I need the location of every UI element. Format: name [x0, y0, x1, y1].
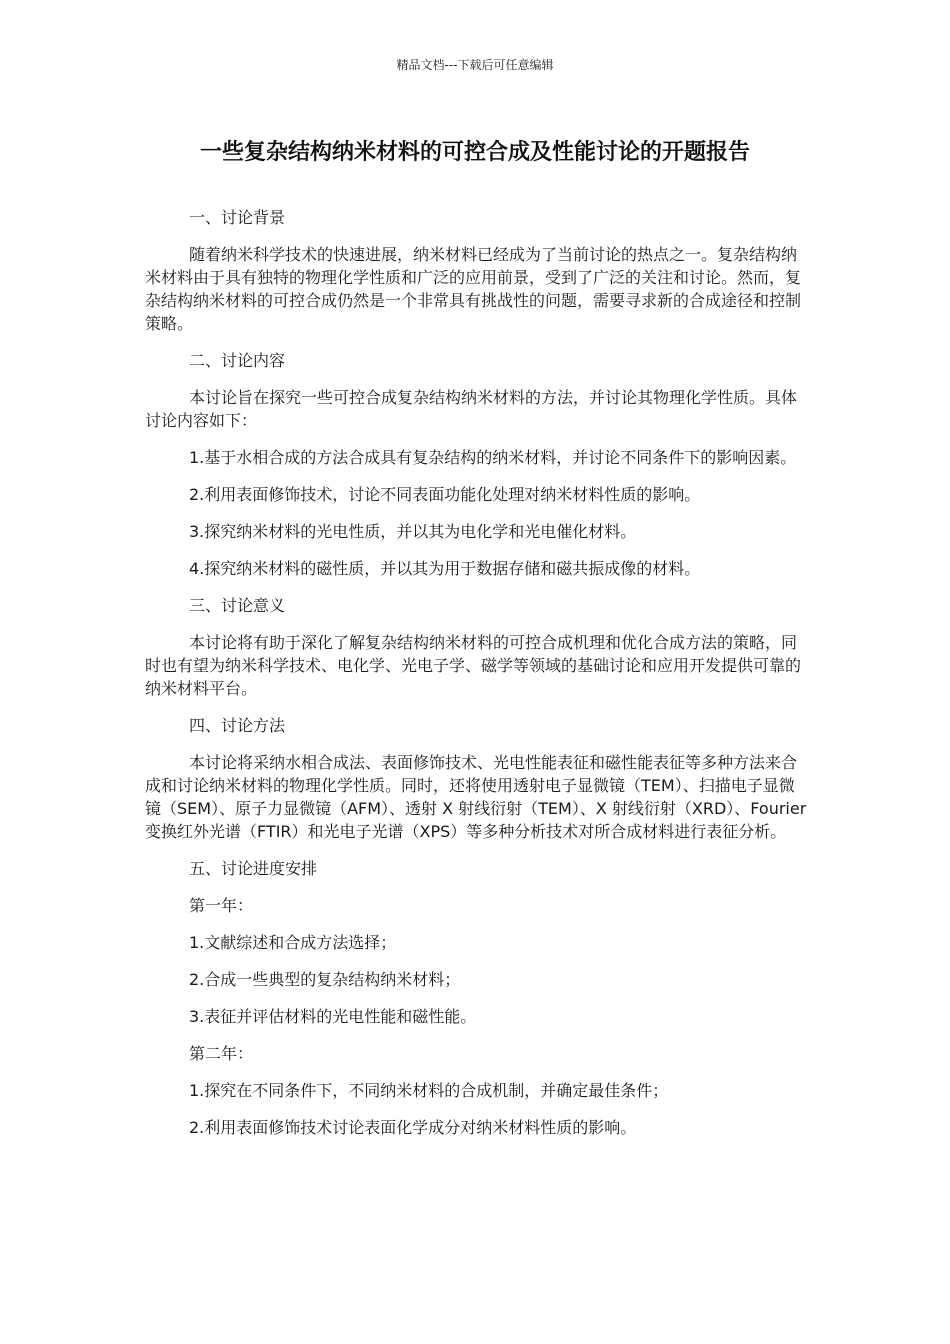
year-two-label: 第二年：: [189, 1044, 254, 1063]
document-body: [145, 206, 810, 1139]
section-heading-methods: 四、讨论方法: [189, 716, 286, 735]
list-item: 3.表征并评估材料的光电性能和磁性能。: [189, 1007, 477, 1026]
list-item: 1.文献综述和合成方法选择；: [189, 933, 397, 952]
year-one-label: 第一年：: [189, 896, 254, 915]
list-item: 4.探究纳米材料的磁性质，并以其为用于数据存储和磁共振成像的材料。: [189, 559, 701, 578]
list-item: 3.探究纳米材料的光电性质，并以其为电化学和光电催化材料。: [189, 522, 637, 541]
section-heading-background: 一、讨论背景: [189, 208, 286, 227]
paragraph-methods: 本讨论将采纳水相合成法、表面修饰技术、光电性能表征和磁性能表征等多种方法来合成和讨论纳米材料的物理化学性质。同时，还将使用透射电子显微镜（TEM）、扫描电子显微镜（SEM）、原子力显微镜（AFM）、透射 X 射线衍射（TEM）、X 射线衍射（XRD）、Fourier 变换红外光谱（FTIR）和光电子光谱（XPS）等多种分析技术对所合成材料进行表征分析。: [145, 753, 807, 841]
list-item: 2.合成一些典型的复杂结构纳米材料；: [189, 970, 461, 989]
header-note: 精品文档---下载后可任意编辑: [396, 58, 554, 72]
paragraph-background: 随着纳米科学技术的快速进展，纳米材料已经成为了当前讨论的热点之一。复杂结构纳米材料由于具有独特的物理化学性质和广泛的应用前景，受到了广泛的关注和讨论。然而，复杂结构纳米材料的可控合成仍然是一个非常具有挑战性的问题，需要寻求新的合成途径和控制策略。: [145, 245, 802, 333]
paragraph-significance: 本讨论将有助于深化了解复杂结构纳米材料的可控合成机理和优化合成方法的策略，同时也有望为纳米科学技术、电化学、光电子学、磁学等领域的基础讨论和应用开发提供可靠的纳米材料平台。: [145, 633, 802, 698]
document-title: 一些复杂结构纳米材料的可控合成及性能讨论的开题报告: [199, 140, 750, 165]
paragraph-content: 本讨论旨在探究一些可控合成复杂结构纳米材料的方法，并讨论其物理化学性质。具体讨论内容如下：: [145, 388, 798, 430]
list-item: 1.探究在不同条件下，不同纳米材料的合成机制，并确定最佳条件；: [189, 1081, 669, 1100]
list-item: 2.利用表面修饰技术，讨论不同表面功能化处理对纳米材料性质的影响。: [189, 485, 701, 504]
section-heading-significance: 三、讨论意义: [189, 596, 286, 615]
list-item: 2.利用表面修饰技术讨论表面化学成分对纳米材料性质的影响。: [189, 1118, 637, 1137]
section-heading-schedule: 五、讨论进度安排: [189, 859, 318, 878]
section-heading-content: 二、讨论内容: [189, 351, 286, 370]
list-item: 1.基于水相合成的方法合成具有复杂结构的纳米材料，并讨论不同条件下的影响因素。: [189, 448, 797, 467]
